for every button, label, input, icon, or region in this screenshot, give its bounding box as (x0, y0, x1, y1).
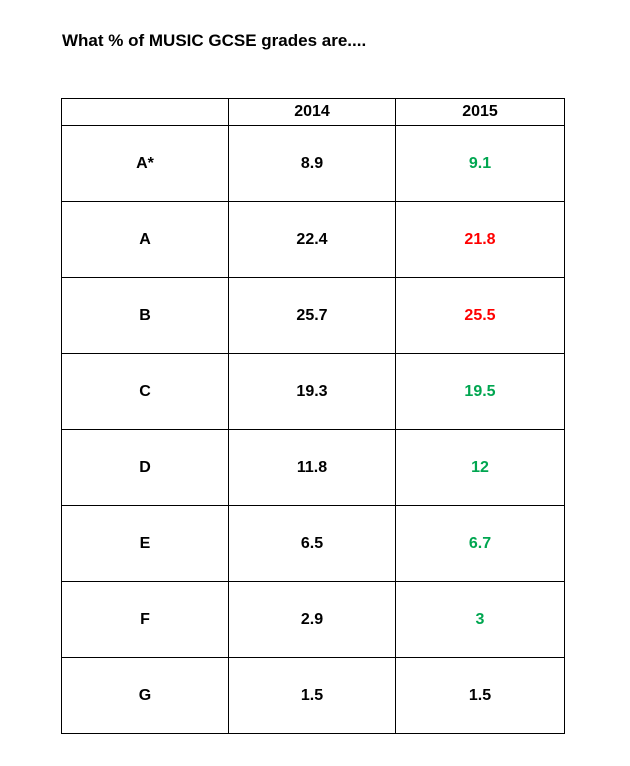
table-row (62, 658, 565, 734)
value-2014-cell: 11.8 (229, 430, 396, 506)
table-row (62, 202, 565, 278)
table-header-row (62, 99, 565, 126)
table-row (62, 278, 565, 354)
value-2014-cell: 1.5 (229, 658, 396, 734)
value-2015-cell: 21.8 (396, 202, 565, 278)
grade-cell: C (62, 354, 229, 430)
page-title: What % of MUSIC GCSE grades are.... (62, 31, 367, 50)
table-row (62, 506, 565, 582)
header-2014: 2014 (229, 99, 396, 126)
value-2015-cell: 1.5 (396, 658, 565, 734)
table-row (62, 582, 565, 658)
header-grade (62, 99, 229, 126)
value-2015-cell: 3 (396, 582, 565, 658)
grades-table (61, 98, 565, 734)
grade-cell: G (62, 658, 229, 734)
value-2014-cell: 25.7 (229, 278, 396, 354)
value-2014-cell: 22.4 (229, 202, 396, 278)
grade-cell: B (62, 278, 229, 354)
table-row (62, 430, 565, 506)
header-2015: 2015 (396, 99, 565, 126)
value-2015-cell: 12 (396, 430, 565, 506)
value-2015-cell: 6.7 (396, 506, 565, 582)
grade-cell: A* (62, 126, 229, 202)
table-row (62, 354, 565, 430)
value-2014-cell: 8.9 (229, 126, 396, 202)
grade-cell: D (62, 430, 229, 506)
table-row (62, 126, 565, 202)
value-2015-cell: 25.5 (396, 278, 565, 354)
value-2014-cell: 2.9 (229, 582, 396, 658)
value-2014-cell: 6.5 (229, 506, 396, 582)
value-2015-cell: 9.1 (396, 126, 565, 202)
grade-cell: A (62, 202, 229, 278)
value-2015-cell: 19.5 (396, 354, 565, 430)
grade-cell: F (62, 582, 229, 658)
value-2014-cell: 19.3 (229, 354, 396, 430)
grade-cell: E (62, 506, 229, 582)
